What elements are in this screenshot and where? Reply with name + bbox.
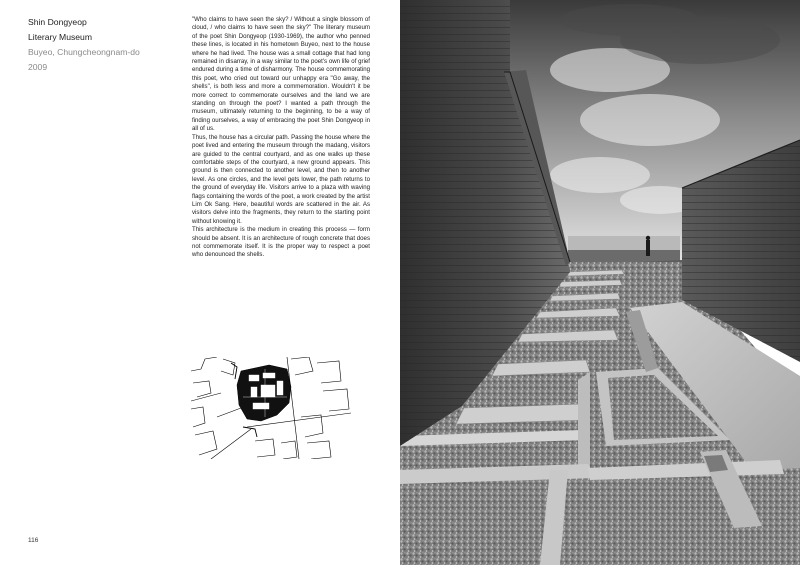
body-paragraph: This architecture is the medium in creating this process — form should be absent. It is an architecture of rough concrete that does not commemorate itself. It is the proper way to respect a poet who denounced the shells. [192, 226, 370, 259]
project-title-block [28, 15, 168, 75]
project-name-line-1: Shin Dongyeop [28, 17, 87, 27]
site-plan-drawing [191, 357, 351, 459]
project-name-line-2: Literary Museum [28, 32, 92, 42]
body-paragraph: "Who claims to have seen the sky? / Without a single blossom of cloud, / who claims to have seen the sky?" The literary museum of the poet Shin Dongyeop (1930-1969), the author who penned these lines, is located in his hometown Buyeo, next to the house where he had lived. The house was a small cottage that had long remained in disarray, in a way similar to the poet's own life of grief endured during a time of disharmony. The house commemorating this poet, who cried out toward our unhappy era "Go away, the shells", is both less and more a commemoration. Wouldn't it be more correct to commemorate ourselves and the land we are standing on through the poet? I wanted a path through the museum, ultimately returning to the beginning, to be a way of finding ourselves, a way of embracing the poet Shin Dongyeop in all of us. [192, 16, 370, 133]
bw-architecture-photo [400, 0, 800, 565]
body-text [192, 16, 370, 260]
body-paragraph: Thus, the house has a circular path. Passing the house where the poet lived and entering the museum through the madang, visitors are guided to the central courtyard, and as one walks up these comfortable steps of the courtyard, a new ground appears. This ground is then connected to another level, and then to another level. As one circles, and the level gets lower, the path returns to the ground of everyday life. Visitors arrive to a plaza with waving flags containing the words of the poet, a work created by the artist Lim Ok Sang. Here, beautiful words are scattered in the air. As visitors delve into the fragments, they return to the starting point without knowing it. [192, 133, 370, 225]
page-number: 116 [28, 537, 39, 544]
right-page [400, 0, 800, 565]
project-year: 2009 [28, 62, 48, 72]
project-location: Buyeo, Chungcheongnam-do [28, 47, 140, 57]
